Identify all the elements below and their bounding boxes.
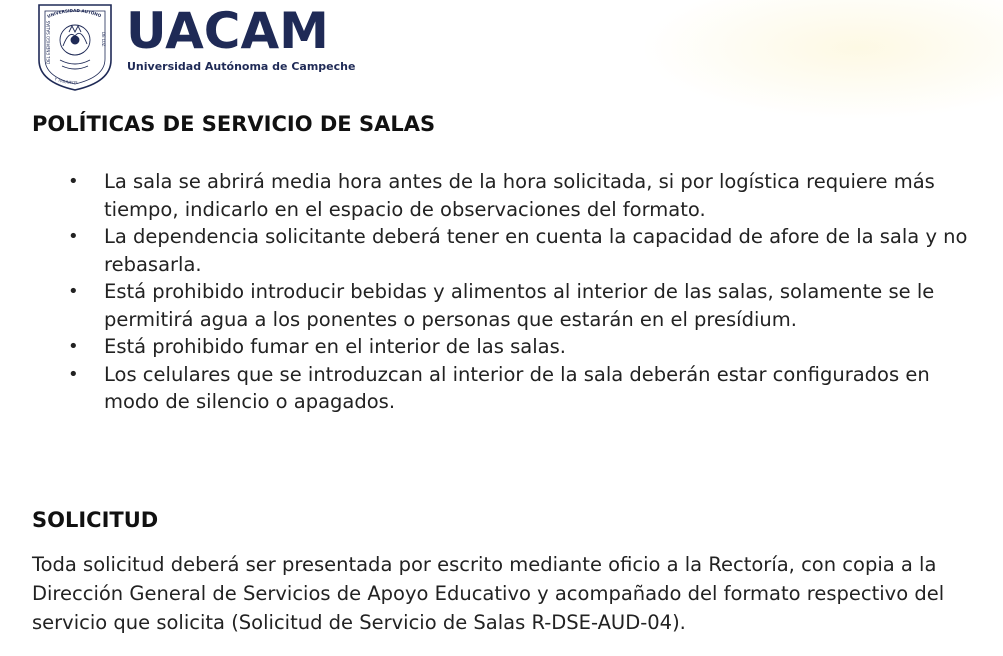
seal-right-text: DE LUZ: [101, 32, 106, 47]
request-title: SOLICITUD: [32, 508, 159, 532]
header-background-glow: [640, 0, 1003, 120]
policy-text: La dependencia solicitante deberá tener en cuenta la capacidad de afore de la sala y no rebasarla.: [104, 225, 968, 276]
request-paragraph: Toda solicitud deberá ser presentada por escrito mediante oficio a la Rectoría, con copia a la Dirección General de Servicios de Apoyo Educativo y acompañado del formato respectivo del servicio que solicita (Solicitud de Servicio de Salas R-DSE-AUD-04).: [32, 553, 945, 634]
policy-item: [60, 361, 970, 416]
policy-text: Está prohibido introducir bebidas y alimentos al interior de las salas, solamente se le permitirá agua a los ponentes o personas que estarán en el presídium.: [104, 280, 935, 331]
bullet-icon: •: [68, 336, 79, 357]
seal-bottom-text: Y TRIUNFOS: [53, 76, 78, 86]
header-logo: [36, 2, 366, 94]
bullet-icon: •: [68, 281, 79, 302]
bullet-icon: •: [68, 363, 79, 385]
brand-subtitle: Universidad Autónoma de Campeche: [127, 60, 356, 73]
university-seal-icon: [36, 2, 114, 92]
policies-list: [60, 168, 970, 416]
policy-item: [60, 333, 970, 361]
seal-left-text: DEL ENEMIGO SALÍAS: [46, 20, 51, 64]
policies-title: POLÍTICAS DE SERVICIO DE SALAS: [32, 112, 436, 136]
policy-item: [60, 278, 970, 333]
policy-text: Está prohibido fumar en el interior de las salas.: [104, 335, 566, 358]
bullet-icon: •: [68, 171, 79, 192]
policy-item: [60, 168, 970, 223]
policy-text: Los celulares que se introduzcan al interior de la sala deberán estar configurados en modo de silencio o apagados.: [104, 362, 930, 413]
policy-text: La sala se abrirá media hora antes de la hora solicitada, si por logística requiere más tiempo, indicarlo en el espacio de observaciones del formato.: [104, 170, 935, 221]
bullet-icon: •: [68, 226, 79, 247]
policy-item: [60, 223, 970, 278]
seal-top-text: UNIVERSIDAD AUTÓNO: [46, 7, 103, 19]
brand-name: UACAM: [126, 2, 329, 60]
